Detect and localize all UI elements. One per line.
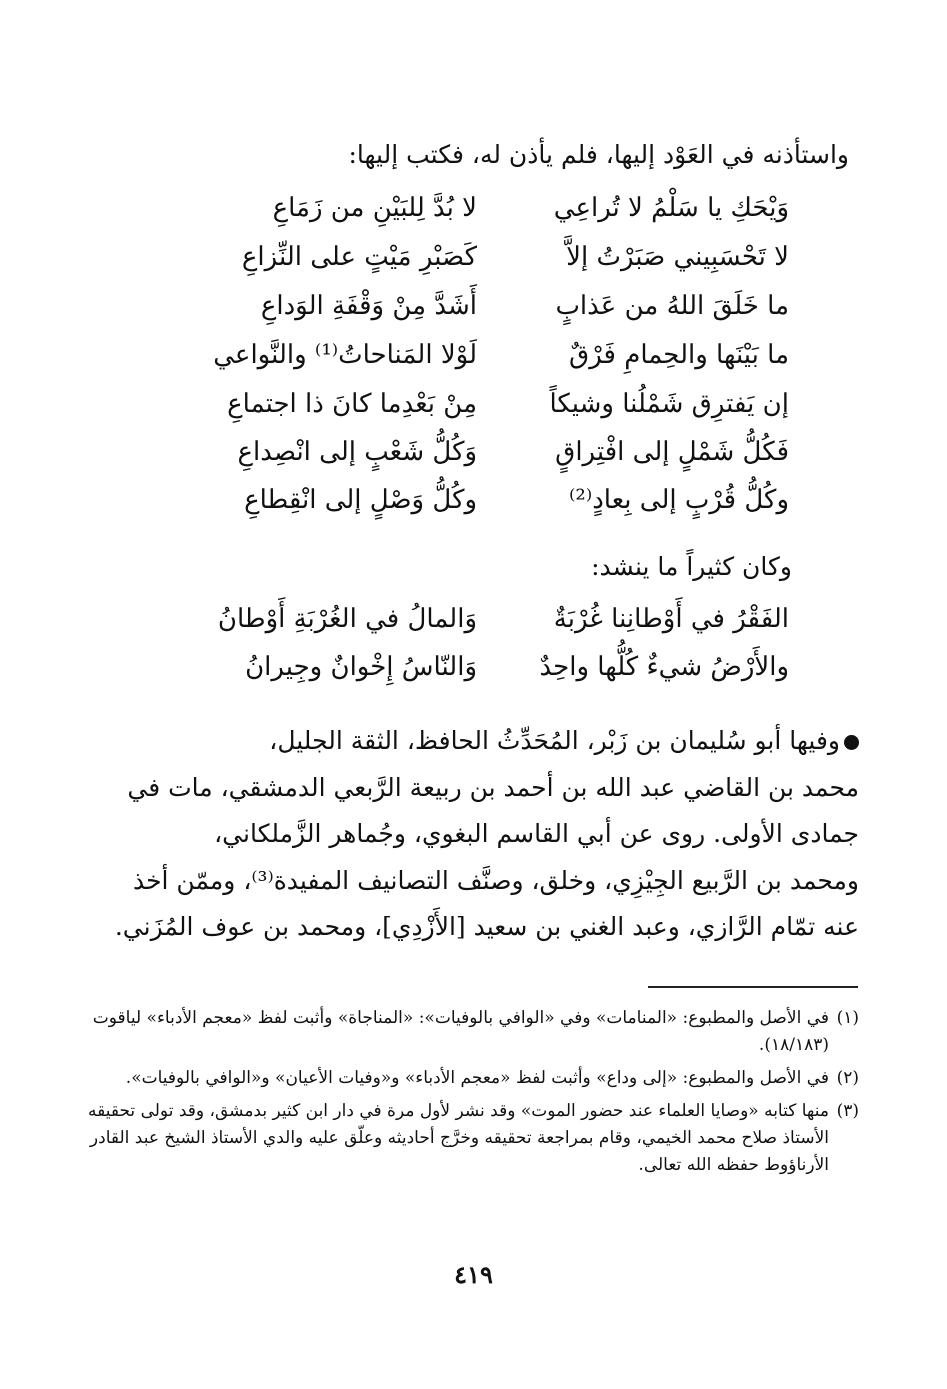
verse-row [0, 242, 947, 290]
paragraph-line: عنه تمّام الرَّازي، وعبد الغني بن سعيد [الأَزْدِي]، ومحمد بن عوف المُزَني. [114, 912, 859, 941]
middle-line: وكان كثيراً ما ينشد: [591, 552, 792, 581]
verse-second-hemistich: وكُلُّ وَصْلٍ إلى انْقِطاعِ [244, 485, 477, 515]
verse-row [0, 389, 947, 437]
verse-first-hemistich: ما خَلَقَ اللهُ من عَذابٍ [555, 291, 789, 321]
paragraph-line-text: وفيها أبو سُليمان بن زَبْر، المُحَدِّثُ الحافظ، الثقة الجليل، [269, 726, 840, 755]
verse-first-hemistich: ما بَيْنَها والحِمامِ فَرْقٌ [569, 340, 789, 370]
footnote-text: في الأصل والمطبوع: «المنامات» وفي «الوافي بالوفيات»: «المناجاة» وأثبت لفظ «معجم الأدباء» لياقوت (١٨/١٨٣). [92, 1008, 829, 1055]
footnote [79, 1065, 859, 1092]
footnote-number: (٣) [836, 1101, 859, 1121]
verse-first-hemistich: وَيْحَكِ يا سَلْمُ لا تُراعِي [553, 193, 789, 223]
footnote-divider [648, 986, 858, 988]
footnote-number: (٢) [836, 1068, 859, 1088]
verse-first-hemistich: فَكُلُّ شَمْلٍ إلى افْتِراقٍ [555, 437, 789, 467]
verse-second-hemistich: مِنْ بَعْدِما كانَ ذا اجتماعِ [227, 389, 477, 419]
verse-second-hemistich: أَشَدَّ مِنْ وَقْفَةِ الوَداعِ [260, 291, 477, 321]
verse-second-hemistich: وَالنّاسُ إِخْوانٌ وجِيرانُ [245, 652, 477, 682]
footnote [79, 1098, 859, 1179]
footnote-text: منها كتابه «وصايا العلماء عند حضور الموت» وقد نشر لأول مرة في دار ابن كثير بدمشق، وقد تولى تحقيقه الأستاذ صلاح محمد الخيمي، وقام بمراجعة تحقيقه وخرَّج أحاديثه وعلّق عليه والدي الأستاذ الشيخ عبد القادر الأرناؤوط حفظه الله تعالى. [88, 1101, 829, 1175]
verse-row [0, 437, 947, 485]
footnote [79, 1005, 859, 1059]
verse-row [0, 340, 947, 388]
verse-row [0, 291, 947, 339]
page-number: ٤١٩ [454, 1260, 493, 1289]
verse-row [0, 604, 947, 652]
paragraph-line: محمد بن القاضي عبد الله بن أحمد بن ربيعة الرَّبعي الدمشقي، مات في [127, 772, 859, 802]
footnotes [79, 1005, 859, 1185]
paragraph-line: ومحمد بن الرَّبيع الجِيْزِي، وخلق، وصنَّف التصانيف المفيدة⁽³⁾، وممّن أخذ [132, 865, 859, 895]
verse-first-hemistich: الفَقْرُ في أَوْطانِنا غُرْبَةٌ [553, 604, 789, 634]
verse-row [0, 652, 947, 700]
bullet-icon [844, 735, 859, 750]
verse-row [0, 485, 947, 533]
intro-line: واستأذنه في العَوْد إليها، فلم يأذن له، فكتب إليها: [348, 140, 849, 169]
verse-second-hemistich: لَوْلا المَناحاتُ⁽¹⁾ والنَّواعي [213, 340, 477, 370]
verse-first-hemistich: وكُلُّ قُرْبٍ إلى بِعادٍ⁽²⁾ [569, 485, 789, 515]
paragraph-line: جمادى الأولى. روى عن أبي القاسم البغوي، وجُماهر الزَّملكاني، [214, 819, 859, 848]
verse-row [0, 193, 947, 241]
verse-second-hemistich: كَصَبْرِ مَيْتٍ على النِّزاعِ [241, 242, 477, 272]
verse-first-hemistich: والأَرْضُ شيءٌ كُلُّها واحِدٌ [539, 652, 789, 682]
verse-first-hemistich: لا تَحْسَبِيني صَبَرْتُ إلاَّ [566, 242, 789, 272]
footnote-number: (١) [836, 1008, 859, 1028]
verse-second-hemistich: لا بُدَّ لِلبَيْنِ من زَمَاعِ [272, 193, 477, 223]
biography-paragraph [87, 718, 859, 951]
verse-second-hemistich: وَكُلُّ شَعْبٍ إلى انْصِداعِ [237, 437, 477, 467]
paragraph-line [87, 718, 859, 765]
verse-first-hemistich: إن يَفترِق شَمْلُنا وشيكاً [549, 389, 789, 419]
footnote-text: في الأصل والمطبوع: «إلى وداع» وأثبت لفظ «معجم الأدباء» و«وفيات الأعيان» و«الوافي بالوفيات». [125, 1068, 829, 1088]
verse-second-hemistich: وَالمالُ في الغُرْبَةِ أَوْطانُ [217, 604, 477, 634]
